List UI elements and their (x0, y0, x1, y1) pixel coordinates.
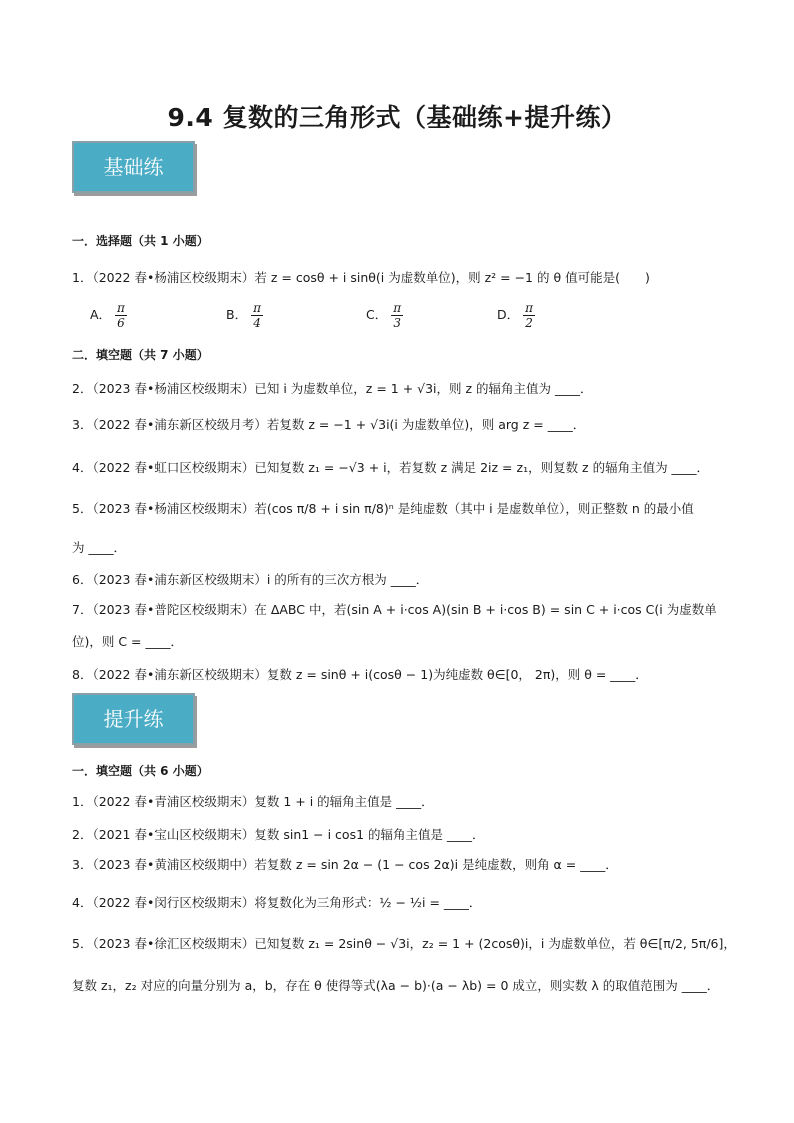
question-basic-2: 2．（2023 春•杨浦区校级期末）已知 i 为虚数单位，z = 1 + √3i，则 z 的辐角主值为 ____． (72, 381, 593, 396)
question-basic-5-cont: 为 ____． (72, 540, 126, 555)
section-basic-label: 基础练 (72, 141, 195, 193)
question-basic-3: 3．（2022 春•浦东新区校级月考）若复数 z = −1 + √3i(i 为虚数单位)，则 arg z = ____． (72, 417, 586, 432)
choice-d: D． $\frac{\pi}{2}$ (497, 301, 534, 330)
question-adv-4: 4．（2022 春•闵行区校级期末）将复数化为三角形式：½ − ½i = ____． (72, 895, 482, 910)
question-basic-1: 1．（2022 春•杨浦区校级期末）若 z = cosθ + i sinθ(i 为虚数单位)，则 z² = −1 的 θ 值可能是( ) (72, 270, 650, 285)
heading-fill: 二．填空题（共 7 小题） (72, 348, 209, 362)
fraction: $\frac{\pi}{4}$ (253, 301, 261, 330)
question-basic-7: 7．（2023 春•普陀区校级期末）在 ΔABC 中，若(sin A + i·cos A)(sin B + i·cos B) = sin C + i·cos C(i 为虚数单 (72, 602, 717, 617)
choice-b: B． $\frac{\pi}{4}$ (226, 301, 261, 330)
question-adv-3: 3．（2023 春•黄浦区校级期中）若复数 z = sin 2α − (1 − cos 2α)i 是纯虚数，则角 α = ____． (72, 857, 618, 872)
question-adv-2: 2．（2021 春•宝山区校级期末）复数 sin1 − i cos1 的辐角主值是 ____． (72, 827, 485, 842)
question-adv-1: 1．（2022 春•青浦区校级期末）复数 1 + i 的辐角主值是 ____． (72, 794, 434, 809)
question-basic-5: 5．（2023 春•杨浦区校级期末）若(cos π/8 + i sin π/8)ⁿ 是纯虚数（其中 i 是虚数单位），则正整数 n 的最小值 (72, 501, 694, 516)
section-advanced-label: 提升练 (72, 693, 195, 745)
fraction: $\frac{\pi}{3}$ (393, 301, 402, 330)
choice-c: C． $\frac{\pi}{3}$ (366, 301, 402, 330)
question-basic-4: 4．（2022 春•虹口区校级期末）已知复数 z₁ = −√3 + i，若复数 z 满足 2iz = z₁，则复数 z 的辐角主值为 ____． (72, 460, 710, 475)
question-basic-8: 8．（2022 春•浦东新区校级期末）复数 z = sinθ + i(cosθ − 1)为纯虚数 θ∈[0， 2π)，则 θ = ____． (72, 667, 648, 682)
heading-advanced-fill: 一．填空题（共 6 小题） (72, 764, 209, 778)
heading-choice: 一．选择题（共 1 小题） (72, 234, 209, 248)
choice-a: A． $\frac{\pi}{6}$ (90, 301, 125, 330)
question-adv-5: 5．（2023 春•徐汇区校级期末）已知复数 z₁ = 2sinθ − √3i，z₂ = 1 + (2cosθ)i，i 为虚数单位，若 θ∈[π/2, 5π/6]， (72, 936, 736, 951)
question-adv-5-cont: 复数 z₁，z₂ 对应的向量分别为 a，b，存在 θ 使得等式(λa − b)·(a − λb) = 0 成立，则实数 λ 的取值范围为 ____． (72, 978, 720, 993)
fraction: $\frac{\pi}{2}$ (525, 301, 534, 330)
page-title: 9.4 复数的三角形式（基础练+提升练） (167, 103, 627, 132)
question-basic-6: 6．（2023 春•浦东新区校级期末）i 的所有的三次方根为 ____． (72, 572, 429, 587)
question-basic-7-cont: 位)，则 C = ____． (72, 634, 183, 649)
fraction: $\frac{\pi}{6}$ (117, 301, 125, 330)
